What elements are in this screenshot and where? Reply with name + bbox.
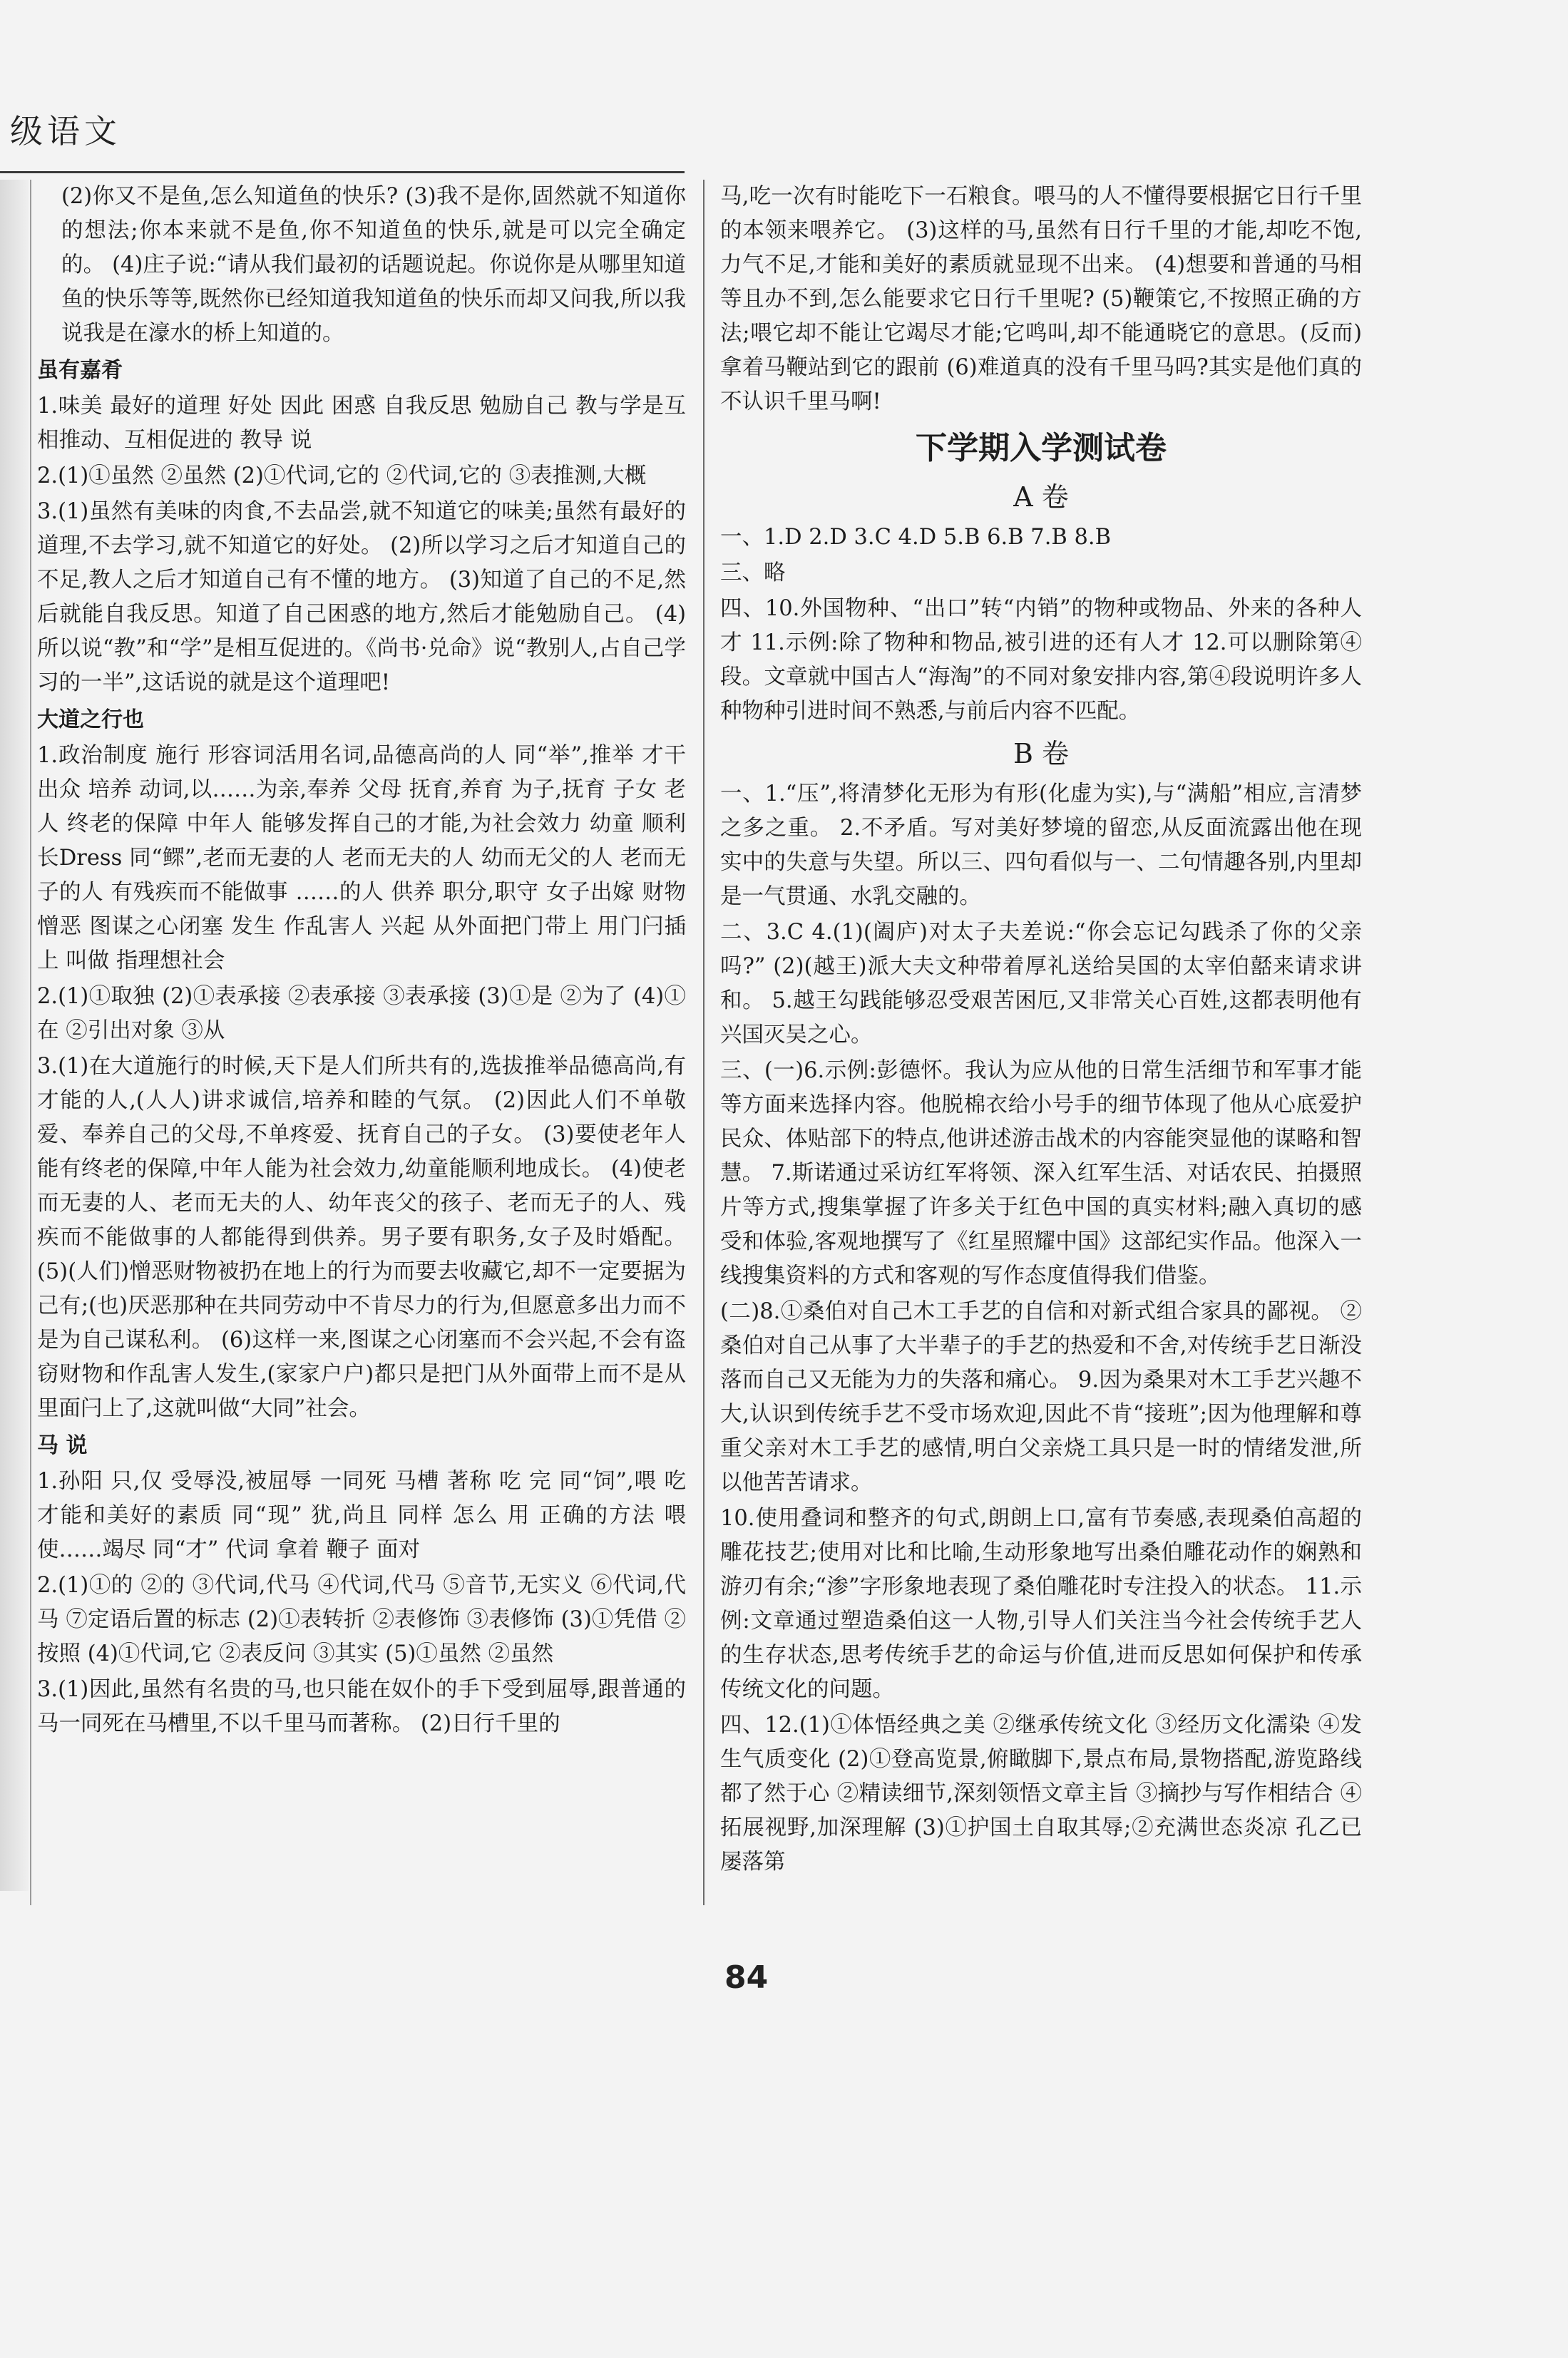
answer-item: 二、3.C 4.(1)(阖庐)对太子夫差说:“你会忘记勾践杀了你的父亲吗?” (2)(越王)派大夫文种带着厚礼送给吴国的太宰伯嚭来请求讲和。 5.越王勾践能够忍受艰苦困厄,又非常关心百姓,这都表明他有兴国灭吴之心。: [720, 920, 1362, 1047]
test-title: 下学期入学测试卷: [916, 430, 1167, 466]
header-rule: [0, 171, 685, 173]
section-heading: 大道之行也: [37, 707, 144, 732]
right-intro: 马,吃一次有时能吃下一石粮食。喂马的人不懂得要根据它日行千里的本领来喂养它。 (3)这样的马,虽然有日行千里的才能,却吃不饱,力气不足,才能和美好的素质就显现不出来。 (4)想要和普通的马相等且办不到,怎么能要求它日行千里呢? (5)鞭策它,不按照正确的方法;喂它却不能让它竭尽才能;它鸣叫,却不能通晓它的意思。(反而)拿着马鞭站到它的跟前 (6)难道真的没有千里马吗?其实是他们真的不认识千里马啊!: [720, 184, 1362, 414]
left-intro: (2)你又不是鱼,怎么知道鱼的快乐? (3)我不是你,固然就不知道你的想法;你本来就不是鱼,你不知道鱼的快乐,就是可以完全确定的。 (4)庄子说:“请从我们最初的话题说起。你说你是从哪里知道鱼的快乐等等,既然你已经知道我知道鱼的快乐而却又问我,所以我说我是在濠水的桥上知道的。: [61, 184, 686, 346]
page-header-title: 级语文: [10, 112, 121, 150]
answer-item: 四、12.(1)①体悟经典之美 ②继承传统文化 ③经历文化濡染 ④发生气质变化 (2)①登高览景,俯瞰脚下,景点布局,景物搭配,游览路线都了然于心 ②精读细节,深刻领悟文章主旨 ③摘抄与写作相结合 ④拓展视野,加深理解 (3)①护国土自取其辱;②充满世态炎凉 孔乙已屡落第: [720, 1713, 1362, 1875]
answer-item: 四、10.外国物种、“出口”转“内销”的物种或物品、外来的各种人才 11.示例:除了物种和物品,被引进的还有人才 12.可以删除第④段。文章就中国古人“海淘”的不同对象安排内容,第④段说明许多人种物种引进时间不熟悉,与前后内容不匹配。: [720, 596, 1362, 724]
column-divider: [703, 180, 704, 1905]
answer-item: 10.使用叠词和整齐的句式,朗朗上口,富有节奏感,表现桑伯高超的雕花技艺;使用对比和比喻,生动形象地写出桑伯雕花动作的娴熟和游刃有余;“渗”字形象地表现了桑伯雕花时专注投入的状态。 11.示例:文章通过塑造桑伯这一人物,引导人们关注当今社会传统手艺人的生存状态,思考传统手艺的命运与价值,进而反思如何保护和传承传统文化的问题。: [720, 1506, 1362, 1702]
binding-edge: [0, 180, 29, 1891]
answer-item: 三、略: [720, 560, 786, 585]
left-column: [37, 180, 686, 1743]
section-b-title: B 卷: [1013, 738, 1069, 769]
answer-item: 3.(1)在大道施行的时候,天下是人们所共有的,选拔推举品德高尚,有才能的人,(人人)讲求诚信,培养和睦的气氛。 (2)因此人们不单敬爱、奉养自己的父母,不单疼爱、抚育自己的子女。 (3)要使老年人能有终老的保障,中年人能为社会效力,幼童能顺利地成长。 (4)使老而无妻的人、老而无夫的人、幼年丧父的孩子、老而无子的人、残疾而不能做事的人都能得到供养。男子要有职务,女子及时婚配。 (5)(人们)憎恶财物被扔在地上的行为而要去收藏它,却不一定要据为己有;(也)厌恶那种在共同劳动中不肯尽力的行为,但愿意多出力而不是为自己谋私利。 (6)这样一来,图谋之心闭塞而不会兴起,不会有盗窃财物和作乱害人发生,(家家户户)都只是把门从外面带上而不是从里面闩上了,这就叫做“大同”社会。: [37, 1054, 686, 1421]
section-a-title: A 卷: [1013, 481, 1069, 513]
answer-item: (二)8.①桑伯对自己木工手艺的自信和对新式组合家具的鄙视。 ②桑伯对自己从事了大半辈子的手艺的热爱和不舍,对传统手艺日渐没落而自己又无能为力的失落和痛心。 9.因为桑果对木工手艺兴趣不大,认识到传统手艺不受市场欢迎,因此不肯“接班”;因为他理解和尊重父亲对木工手艺的感情,明白父亲烧工具只是一时的情绪发泄,所以他苦苦请求。: [720, 1299, 1362, 1495]
answer-item: 3.(1)虽然有美味的肉食,不去品尝,就不知道它的味美;虽然有最好的道理,不去学习,就不知道它的好处。 (2)所以学习之后才知道自己的不足,教人之后才知道自己有不懂的地方。 (3)知道了自己的不足,然后就能自我反思。知道了自己困惑的地方,然后才能勉励自己。 (4)所以说“教”和“学”是相互促进的。《尚书·兑命》说“教别人,占自己学习的一半”,这话说的就是这个道理吧!: [37, 499, 686, 695]
answer-item: 1.政治制度 施行 形容词活用名词,品德高尚的人 同“举”,推举 才干出众 培养 动词,以……为亲,奉养 父母 抚育,养育 为子,抚育 子女 老人 终老的保障 中年人 能够发挥自己的才能,为社会效力 幼童 顺利长Dress 同“鳏”,老而无妻的人 老而无夫的人 幼而无父的人 老而无子的人 有残疾而不能做事 ……的人 供养 职分,职守 女子出嫁 财物 憎恶 图谋之心闭塞 发生 作乱害人 兴起 从外面把门带上 用门闩插上 叫做 指理想社会: [37, 743, 686, 973]
answer-item: 1.孙阳 只,仅 受辱没,被屈辱 一同死 马槽 著称 吃 完 同“饲”,喂 吃 才能和美好的素质 同“现” 犹,尚且 同样 怎么 用 正确的方法 喂 使……竭尽 同“才” 代词 拿着 鞭子 面对: [37, 1469, 686, 1562]
answer-item: 三、(一)6.示例:彭德怀。我认为应从他的日常生活细节和军事才能等方面来选择内容。他脱棉衣给小号手的细节体现了他从心底爱护民众、体贴部下的特点,他讲述游击战术的内容能突显他的谋略和智慧。 7.斯诺通过采访红军将领、深入红军生活、对话农民、拍摄照片等方式,搜集掌握了许多关于红色中国的真实材料;融入真切的感受和体验,客观地撰写了《红星照耀中国》这部纪实作品。他深入一线搜集资料的方式和客观的写作态度值得我们借鉴。: [720, 1058, 1362, 1288]
answer-item: 1.味美 最好的道理 好处 因此 困惑 自我反思 勉励自己 教与学是互相推动、互相促进的 教导 说: [37, 394, 686, 453]
answer-item: 3.(1)因此,虽然有名贵的马,也只能在奴仆的手下受到屈辱,跟普通的马一同死在马槽里,不以千里马而著称。 (2)日行千里的: [37, 1677, 686, 1736]
right-column: [720, 180, 1362, 1881]
page-number: 84: [724, 1959, 769, 1996]
answer-item: 2.(1)①的 ②的 ③代词,代马 ④代词,代马 ⑤音节,无实义 ⑥代词,代马 ⑦定语后置的标志 (2)①表转折 ②表修饰 ③表修饰 (3)①凭借 ②按照 (4)①代词,它 ②表反问 ③其实 (5)①虽然 ②虽然: [37, 1573, 686, 1666]
left-border: [30, 180, 31, 1905]
answer-item: 一、1.D 2.D 3.C 4.D 5.B 6.B 7.B 8.B: [720, 525, 1112, 550]
answer-item: 2.(1)①虽然 ②虽然 (2)①代词,它的 ②代词,它的 ③表推测,大概: [37, 463, 647, 488]
answer-item: 一、1.“压”,将清梦化无形为有形(化虚为实),与“满船”相应,言清梦之多之重。 2.不矛盾。写对美好梦境的留恋,从反面流露出他在现实中的失意与失望。所以三、四句看似与一、二句情趣各别,内里却是一气贯通、水乳交融的。: [720, 781, 1362, 909]
section-heading: 虽有嘉肴: [37, 358, 123, 383]
answer-item: 2.(1)①取独 (2)①表承接 ②表承接 ③表承接 (3)①是 ②为了 (4)①在 ②引出对象 ③从: [37, 984, 686, 1043]
section-heading: 马 说: [37, 1433, 88, 1458]
